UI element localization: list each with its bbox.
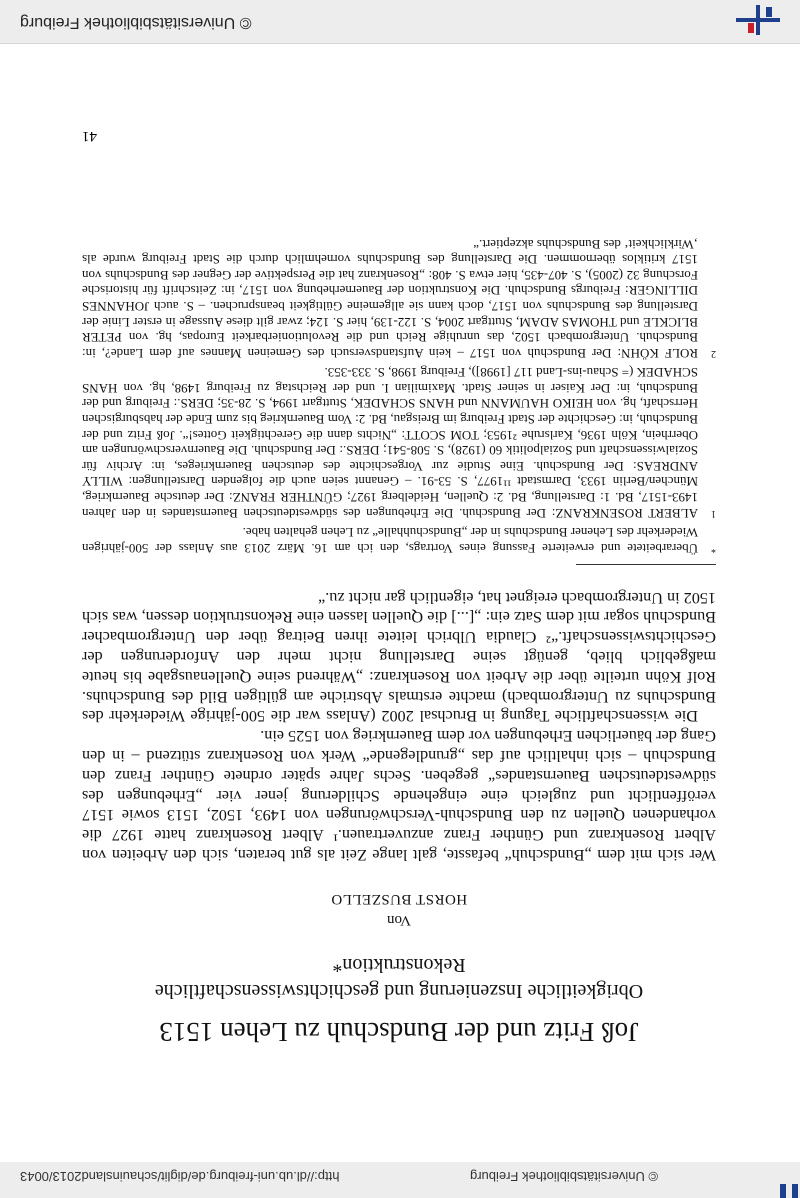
footnote-rule: [576, 564, 716, 565]
subtitle-line-2: Rekonstruktion*: [332, 954, 466, 976]
article-title: Joß Fritz und der Bundschuh zu Lehen 1513: [159, 1017, 639, 1047]
footer-bar: [0, 0, 800, 44]
copyright-header: © Universitätsbibliothek Freiburg: [470, 1169, 659, 1184]
footnote: [82, 365, 716, 521]
author-name: HORST BUSZELLO: [330, 891, 468, 907]
footnote-mark: 1: [711, 507, 716, 519]
footnote-text: ROLF KÖHN: Der Bundschuh von 1517 – kein Aufstandsversuch des Gemeinen Mannes auf dem Lande?, in: Bundschuh. Untergrombach 1502, das unruhige Reich und die Revolutionierbarkeit Europas, hg. von PETER BLICKLE und THOMAS ADAM, Stuttgart 2004, S. 122-139, hier S. 124; zwar gilt diese Aussage in erster Linie der Darstellung des Bundschuhs von 1517, doch kann sie allgemeine Gültigkeit beanspruchen. – S. auch JOHANNES DILLINGER: Freiburgs Bundschuh. Die Konstruktion der Bauernerhebung von 1517, in: Zeitschrift für historische Forschung 32 (2005), S. 407-435, hier etwa S. 408: „Rosenkranz hat die Perspektive der Gegner des Bundschuhs von 1517 kritiklos übernommen. Die Darstellung des Bundschuhs vornehmlich durch die Stadt Freiburg wurde als ‚Wirklichkeit‘ des Bundschuhs akzeptiert.“: [82, 236, 698, 361]
paragraph-2: Die wissenschaftliche Tagung in Bruchsal 2002 (Anlass war die 500-jährige Wiederkehr des Bundschuhs zu Untergrombach) machte erstmals Abstriche am gültigen Bild des Bundschuhs. Rolf Köhn urteilte über die Arbeit von Rosenkranz: „Während seine Quellenausgabe bis heute maßgeblich blieb, genügt seine Darstellung nicht mehr den Anforderungen der Geschichtswissenschaft.“² Claudia Ulbrich leitete ihren Beitrag über den Untergrombacher Bundschuh sogar mit dem Satz ein: „[...] die Quellen lassen eine Rekonstruktion dessen, was sich 1502 in Untergrombach ereignet hat, eigentlich gar nicht zu.“: [82, 588, 716, 726]
footnotes: [82, 236, 716, 556]
copyright-footer: © Universitätsbibliothek Freiburg: [20, 14, 252, 31]
page-content: [82, 232, 716, 1102]
article-body: [82, 587, 716, 864]
footnote-text: ALBERT ROSENKRANZ: Der Bundschuh. Die Erhebungen des südwestdeutschen Bauernstandes in den Jahren 1493-1517, Bd. 1: Darstellung, Bd. 2: Quellen, Heidelberg 1927; GÜNTHER FRANZ: Der deutsche Bauernkrieg, München/Berlin 1933, Darmstadt ¹¹1977, S. 53-91. – Genannt seien auch die folgenden Darstellungen: WILLY ANDREAS: Der Bundschuh. Eine Studie zur Vorgeschichte des deutschen Bauernkrieges, in: Archiv für Sozialwissenschaft und Sozialpolitik 60 (1928), S. 508-541; DERS.: Der Bundschuh. Die Bauernverschwörungen am Oberrhein, Köln 1936, Karlsruhe ²1953; TOM SCOTT: „Nichts dann die Gerechtigkeit Gottes!“. Joß Fritz und der Bundschuh, in: Geschichte der Stadt Freiburg im Breisgau, Bd. 2: Vom Bauernkrieg bis zum Ende der habsburgischen Herrschaft, hg. von HEIKO HAUMANN und HANS SCHADEK, Stuttgart 1994, S. 28-35; DERS.: Freiburg und der Bundschuh, in: Der Kaiser in seiner Stadt. Maximilian I. und der Reichstag zu Freiburg 1498, hg. von HANS SCHADEK (= Schau-ins-Land 117 [1998]), Freiburg 1998, S. 333-353.: [82, 365, 698, 521]
footnote: [82, 525, 716, 556]
article-subtitle: [82, 952, 716, 1004]
header-bar: [0, 1161, 800, 1198]
page-number: 41: [82, 128, 97, 144]
footnote: [82, 236, 716, 361]
byline-von: Von: [387, 912, 411, 928]
footnote-mark: 2: [711, 347, 716, 359]
source-url[interactable]: http://dl.ub.uni-freiburg.de/diglit/schauinsland2013/0043: [20, 1169, 340, 1184]
paragraph-1: Wer sich mit dem „Bundschuh“ befasste, galt lange Zeit als gut beraten, sich den Arbeiten von Albert Rosenkranz und Günther Franz anzuvertrauen.¹ Albert Rosenkranz hatte 1927 die vorhandenen Quellen zu den Bundschuh-Verschwörungen von 1493, 1502, 1513 sowie 1517 veröffentlicht und zugleich eine eingehende Schilderung jener vier „Erhebungen des südwestdeutschen Bauernstandes“ gegeben. Sechs Jahre später ordnete Günther Franz den Bundschuh – sich inhaltlich auf das „grundlegende“ Werk von Rosenkranz stützend – in den Gang der bäuerlichen Erhebungen vor dem Bauernkrieg von 1525 ein.: [82, 727, 716, 864]
footnote-text: Überarbeitete und erweiterte Fassung eines Vortrags, den ich am 16. März 2013 aus Anlass der 500-jährigen Wiederkehr des Lehener Bundschuhs in der „Bundschuhhalle“ zu Lehen gehalten habe.: [82, 525, 698, 556]
footnote-mark: *: [711, 542, 716, 554]
ub-logo-icon: [772, 1184, 800, 1198]
ub-logo-icon: [736, 5, 780, 35]
scanned-page: [0, 44, 800, 1162]
subtitle-line-1: Obrigkeitliche Inszenierung und geschichtswissenschaftliche: [154, 980, 644, 1002]
